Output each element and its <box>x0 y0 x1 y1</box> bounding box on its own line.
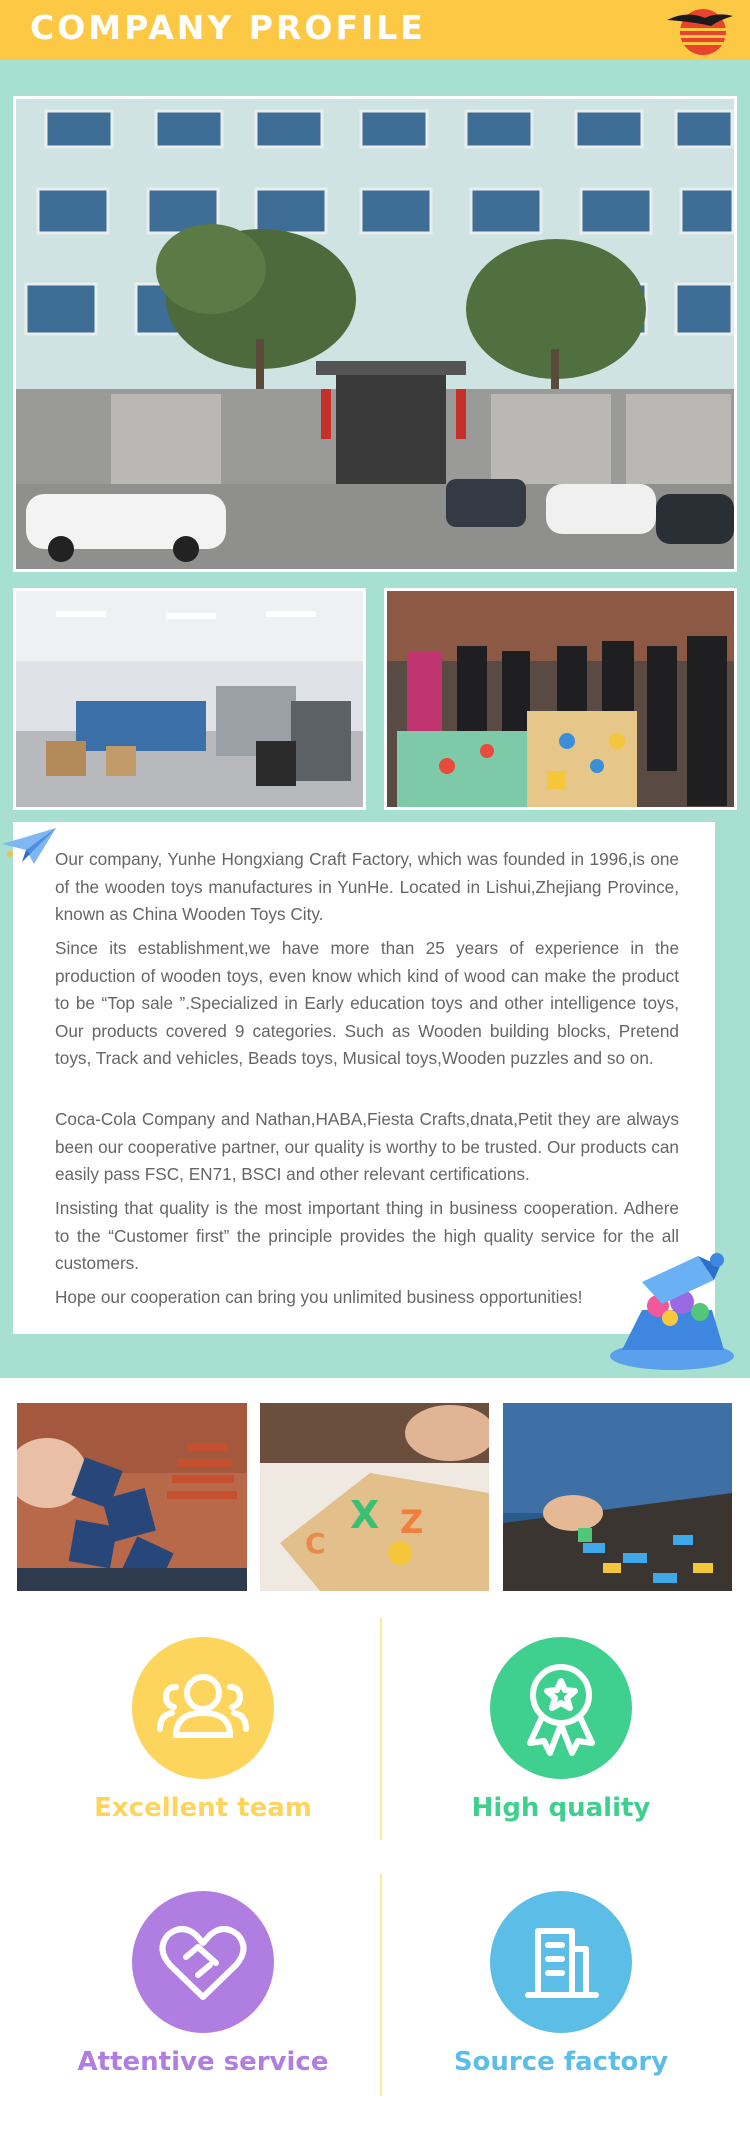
intro-paragraph: Insisting that quality is the most important thing in business cooperation. Adhere to the “Customer first” the principle provides the high quality service for the all customers. <box>55 1198 679 1273</box>
page-title: COMPANY PROFILE <box>30 8 426 47</box>
alphabet-puzzle-photo <box>260 1403 489 1591</box>
feature-label: Source factory <box>453 2047 669 2077</box>
blue-blocks-photo <box>17 1403 247 1591</box>
feature-label: High quality <box>471 1793 651 1823</box>
svg-text:X: X <box>350 1493 380 1537</box>
heart-handshake-icon <box>132 1891 274 2033</box>
divider <box>380 1618 382 1840</box>
intro-paragraph: Since its establishment,we have more than 25 years of experience in the production of wooden toys, even know which kind of wood can make the product to be “Top sale ”.Specialized in Early education toys and other intelligence toys, Our products covered 9 categories. Such as Wooden building blocks, Pretend toys, Track and vehicles, Beads toys, Musical toys,Wooden puzzles and so on. <box>55 938 679 1068</box>
gift-box-icon <box>602 1246 742 1374</box>
letter-sorting-photo <box>503 1403 732 1591</box>
team-icon-circle <box>132 1637 274 1779</box>
trade-show-photo <box>384 588 737 810</box>
service-icon-circle <box>132 1891 274 2033</box>
svg-text:C: C <box>305 1527 326 1560</box>
quality-icon-circle <box>490 1637 632 1779</box>
svg-text:Z: Z <box>400 1503 424 1541</box>
company-logo-icon <box>665 4 737 56</box>
intro-paragraph: Coca-Cola Company and Nathan,HABA,Fiesta Crafts,dnata,Petit they are always been our cooperative partner, our quality is worthy to be trusted. Our products can easily pass FSC, EN71, BSCI and other relevant certifications. <box>55 1109 679 1184</box>
office-interior-photo <box>13 588 366 810</box>
building-icon <box>490 1891 632 2033</box>
intro-paragraph: Hope our cooperation can bring you unlimited business opportunities! <box>55 1287 583 1307</box>
team-icon <box>132 1637 274 1779</box>
factory-icon-circle <box>490 1891 632 2033</box>
intro-paragraph: Our company, Yunhe Hongxiang Craft Factory, which was founded in 1996,is one of the wooden toys manufactures in YunHe. Located in Lishui,Zhejiang Province, known as China Wooden Toys City. <box>55 849 679 924</box>
paper-plane-icon <box>0 824 58 868</box>
factory-building-photo <box>13 96 737 572</box>
feature-label: Excellent team <box>94 1793 312 1823</box>
feature-label: Attentive service <box>77 2047 329 2077</box>
award-badge-icon <box>490 1637 632 1779</box>
divider <box>380 1874 382 2096</box>
